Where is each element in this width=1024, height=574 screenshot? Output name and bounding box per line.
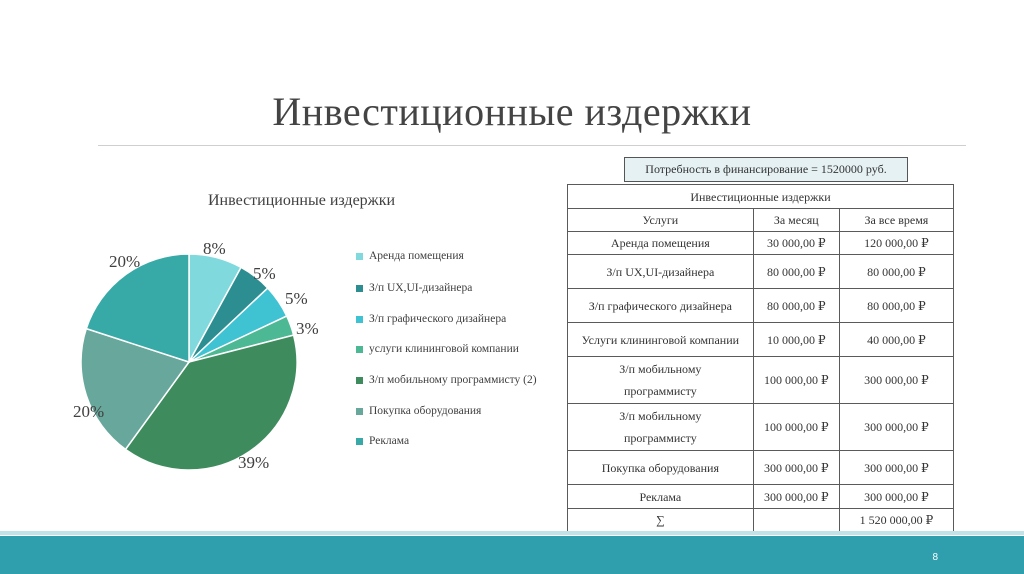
table-total-value: 1 520 000,00 ₽ [839,509,953,532]
table-row [568,232,954,255]
legend-label: услуги клининговой компании [369,343,519,355]
table-cell: Аренда помещения [568,232,754,255]
table-cell: 80 000,00 ₽ [839,255,953,289]
table-cell [753,509,839,532]
footer-band [0,536,1024,574]
table-cell: 300 000,00 ₽ [839,451,953,485]
table-cell: З/п мобильному программисту [568,404,754,451]
table-header-services: Услуги [568,209,754,232]
pie-label-mobile: 39% [238,453,270,472]
table-row [568,255,954,289]
legend-label: З/п UX,UI-дизайнера [369,282,473,294]
table-cell: З/п UX,UI-дизайнера [568,255,754,289]
legend-swatch [356,346,363,353]
table-row [568,451,954,485]
legend-swatch [356,316,363,323]
legend-swatch [356,377,363,384]
table-cell: 100 000,00 ₽ [753,357,839,404]
table-cell: 300 000,00 ₽ [839,404,953,451]
table-row [568,357,954,404]
table-header-month: За месяц [753,209,839,232]
legend-swatch [356,285,363,292]
pie-label-cleaning: 3% [296,319,319,338]
slide-title: Инвестиционные издержки [272,89,752,134]
legend-label: Покупка оборудования [369,405,482,417]
table-header-total: За все время [839,209,953,232]
legend-label: Реклама [369,435,410,447]
table-cell: 80 000,00 ₽ [753,255,839,289]
table-cell: З/п мобильному программисту [568,357,754,404]
table-cell: Реклама [568,485,754,509]
legend-swatch [356,408,363,415]
table-cell: Покупка оборудования [568,451,754,485]
page-number: 8 [932,552,938,563]
table-cell: 300 000,00 ₽ [839,357,953,404]
pie-label-ads: 20% [109,252,141,271]
table-total-row [568,509,954,532]
table-cell: 300 000,00 ₽ [753,485,839,509]
table-cell: Услуги клининговой компании [568,323,754,357]
legend-swatch [356,438,363,445]
table-cell: 300 000,00 ₽ [839,485,953,509]
table-cell: 10 000,00 ₽ [753,323,839,357]
table-cell: 80 000,00 ₽ [839,289,953,323]
table-row [568,289,954,323]
chart-title: Инвестиционные издержки [208,192,396,209]
table-caption: Инвестиционные издержки [568,185,954,209]
pie-label-equipment: 20% [73,402,105,421]
legend-swatch [356,253,363,260]
table-cell: 40 000,00 ₽ [839,323,953,357]
table-cell: 30 000,00 ₽ [753,232,839,255]
legend-label: З/п графического дизайнера [369,313,507,325]
footer-accent-line [0,531,1024,535]
costs-table [567,184,954,532]
table-cell: 100 000,00 ₽ [753,404,839,451]
table-cell: 80 000,00 ₽ [753,289,839,323]
legend-label: Аренда помещения [369,250,464,262]
table-cell: 300 000,00 ₽ [753,451,839,485]
legend-label: З/п мобильному программисту (2) [369,374,537,386]
table-row [568,323,954,357]
pie-label-arenda: 8% [203,239,226,258]
funding-requirement-box: Потребность в финансирование = 1520000 руб. [624,157,908,182]
table-row [568,404,954,451]
table-cell: 120 000,00 ₽ [839,232,953,255]
pie-label-ux-ui: 5% [253,264,276,283]
table-cell: З/п графического дизайнера [568,289,754,323]
table-row [568,485,954,509]
table-sum-symbol: ∑ [568,509,754,532]
pie-label-graphic: 5% [285,289,308,308]
